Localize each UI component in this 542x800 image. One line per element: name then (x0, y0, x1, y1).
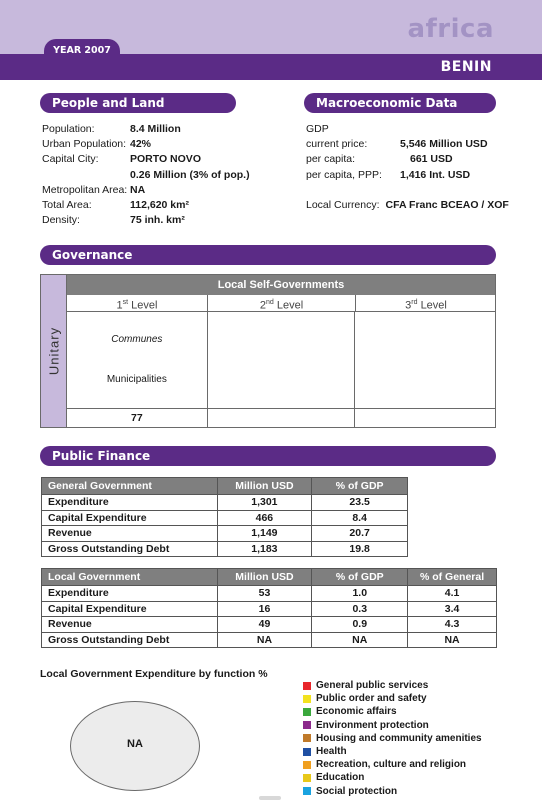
table-row (42, 586, 497, 602)
governance-header: Local Self-Governments (67, 275, 495, 295)
legend-label: Education (316, 772, 365, 784)
pct-gdp-cell: 0.3 (312, 601, 408, 617)
million-usd-cell: 49 (217, 617, 312, 633)
million-usd-cell: 16 (217, 601, 312, 617)
legend-item (303, 758, 482, 771)
legend-label: Housing and community amenities (316, 732, 482, 744)
pct-gdp-cell: 23.5 (312, 495, 408, 511)
unitary-label: Unitary (46, 326, 61, 376)
country-title: BENIN (440, 59, 492, 75)
macro-list (306, 122, 509, 213)
capital-pop-value: 0.26 Million (3% of pop.) (130, 168, 250, 181)
governance-table (40, 274, 496, 428)
pct-gdp-cell: 20.7 (312, 526, 408, 542)
legend-swatch (303, 748, 311, 756)
currency-value: CFA Franc BCEAO / XOF (385, 198, 509, 211)
level-3-cell (355, 312, 495, 408)
urban-label: Urban Population: (42, 138, 127, 151)
people-land-list (42, 122, 250, 228)
column-header: Million USD (217, 478, 312, 495)
per-capita-value: 661 USD (410, 153, 453, 166)
current-price-label: current price: (306, 138, 368, 151)
legend-label: Economic affairs (316, 706, 397, 718)
governance-side-label (41, 275, 67, 427)
legend-item (303, 679, 482, 692)
legend-swatch (303, 734, 311, 742)
pct-gdp-cell: 8.4 (312, 510, 408, 526)
region-title: africa (407, 14, 494, 44)
table-header-row (42, 478, 408, 495)
column-header: Million USD (217, 569, 312, 586)
communes-label: Communes (111, 334, 163, 345)
pct-gdp-cell: NA (312, 632, 408, 648)
legend-label: Health (316, 746, 347, 758)
urban-value: 42% (130, 138, 152, 151)
legend-swatch (303, 708, 311, 716)
level-3-header: 3rd Level (405, 299, 447, 312)
pie-na-label: NA (127, 738, 143, 750)
legend-item (303, 785, 482, 798)
section-macroeconomic: Macroeconomic Data (304, 93, 496, 113)
million-usd-cell: 1,183 (217, 541, 312, 557)
legend-item (303, 719, 482, 732)
legend-item (303, 705, 482, 718)
level-1-count: 77 (67, 409, 208, 428)
level-2-cell (208, 312, 356, 408)
level-2-count (208, 409, 356, 428)
expenditure-legend (303, 679, 482, 798)
area-label: Total Area: (42, 199, 92, 212)
table-row (42, 510, 408, 526)
capital-label: Capital City: (42, 153, 99, 166)
density-value: 75 inh. km² (130, 214, 185, 227)
area-value: 112,620 km² (130, 199, 189, 212)
legend-item (303, 692, 482, 705)
table-header-row (42, 569, 497, 586)
legend-label: Environment protection (316, 719, 429, 731)
level-3-count (355, 409, 495, 428)
pct-gdp-cell: 1.0 (312, 586, 408, 602)
level-2-header: 2nd Level (208, 295, 356, 311)
governance-levels (67, 295, 495, 312)
row-label: Gross Outstanding Debt (42, 632, 218, 648)
section-governance: Governance (40, 245, 496, 265)
general-government-table (41, 477, 408, 557)
column-header: Local Government (42, 569, 218, 586)
expenditure-chart-title: Local Government Expenditure by function % (40, 668, 268, 680)
legend-swatch (303, 695, 311, 703)
pct-general-cell: 4.1 (408, 586, 497, 602)
row-label: Expenditure (42, 586, 218, 602)
current-price-value: 5,546 Million USD (400, 138, 488, 151)
legend-swatch (303, 761, 311, 769)
table-row (42, 601, 497, 617)
row-label: Capital Expenditure (42, 601, 218, 617)
capital-value: PORTO NOVO (130, 153, 201, 166)
local-government-table (41, 568, 497, 648)
million-usd-cell: NA (217, 632, 312, 648)
governance-body (67, 312, 495, 409)
legend-label: Recreation, culture and religion (316, 759, 467, 771)
row-label: Gross Outstanding Debt (42, 541, 218, 557)
row-label: Expenditure (42, 495, 218, 511)
section-public-finance: Public Finance (40, 446, 496, 466)
pct-general-cell: 4.3 (408, 617, 497, 633)
pct-gdp-cell: 19.8 (312, 541, 408, 557)
row-label: Revenue (42, 526, 218, 542)
year-tab: YEAR 2007 (44, 39, 120, 65)
column-header: % of GDP (312, 569, 408, 586)
ppp-value: 1,416 Int. USD (400, 168, 471, 181)
legend-item (303, 745, 482, 758)
legend-swatch (303, 787, 311, 795)
governance-counts (67, 409, 495, 428)
million-usd-cell: 1,149 (217, 526, 312, 542)
legend-item (303, 732, 482, 745)
column-header: General Government (42, 478, 218, 495)
gdp-label: GDP (306, 123, 329, 135)
table-row (42, 541, 408, 557)
population-label: Population: (42, 123, 95, 135)
table-row (42, 617, 497, 633)
metro-label: Metropolitan Area: (42, 183, 128, 196)
legend-swatch (303, 682, 311, 690)
legend-label: Public order and safety (316, 693, 427, 705)
table-row (42, 526, 408, 542)
table-row (42, 632, 497, 648)
legend-label: General public services (316, 680, 429, 692)
column-header: % of GDP (312, 478, 408, 495)
legend-item (303, 771, 482, 784)
section-people-land: People and Land (40, 93, 236, 113)
municipalities-label: Municipalities (106, 374, 167, 385)
row-label: Capital Expenditure (42, 510, 218, 526)
per-capita-label: per capita: (306, 153, 356, 166)
ppp-label: per capita, PPP: (306, 168, 382, 181)
pct-general-cell: 3.4 (408, 601, 497, 617)
legend-swatch (303, 721, 311, 729)
density-label: Density: (42, 214, 80, 227)
table-row (42, 495, 408, 511)
page-fold-mark (259, 796, 281, 800)
level-1-header: 1st Level (67, 295, 208, 311)
row-label: Revenue (42, 617, 218, 633)
million-usd-cell: 53 (217, 586, 312, 602)
column-header: % of General (408, 569, 497, 586)
level-1-cell (67, 312, 208, 408)
metro-value: NA (130, 183, 146, 196)
legend-swatch (303, 774, 311, 782)
population-value: 8.4 Million (130, 123, 181, 135)
legend-label: Social protection (316, 785, 398, 797)
million-usd-cell: 1,301 (217, 495, 312, 511)
pct-general-cell: NA (408, 632, 497, 648)
currency-label: Local Currency: (306, 198, 380, 211)
million-usd-cell: 466 (217, 510, 312, 526)
pct-gdp-cell: 0.9 (312, 617, 408, 633)
